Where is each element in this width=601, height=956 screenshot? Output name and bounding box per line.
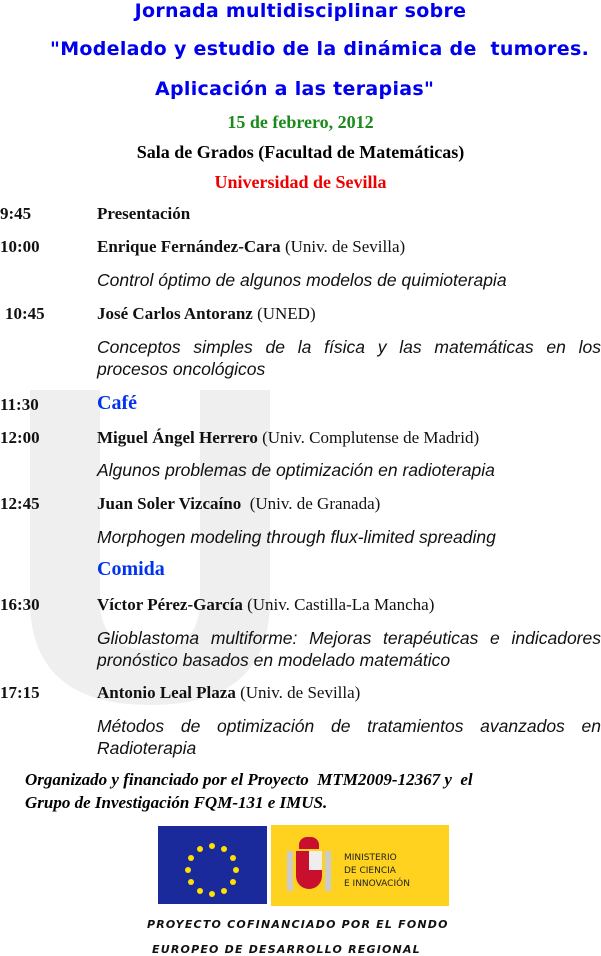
footer-line-2: EUROPEO DE DESARROLLO REGIONAL xyxy=(152,943,421,956)
ministry-line-2: DE CIENCIA xyxy=(344,866,396,876)
time: 9:45 xyxy=(0,204,32,223)
organizer-line-1: Organizado y financiado por el Proyecto MTM2009-12367 y el xyxy=(25,770,473,789)
speaker xyxy=(97,304,316,324)
title-line-2: "Modelado y estudio de la dinámica de tumores. xyxy=(50,38,590,60)
speaker-name: José Carlos Antoranz xyxy=(97,304,253,323)
eu-flag-logo xyxy=(158,826,267,904)
university: Universidad de Sevilla xyxy=(214,172,387,192)
venue: Sala de Grados (Facultad de Matemáticas) xyxy=(136,142,465,162)
speaker-name: Víctor Pérez-García xyxy=(97,595,243,614)
speaker-name: Miguel Ángel Herrero xyxy=(97,428,258,447)
speaker xyxy=(97,494,380,514)
footer-line-1: PROYECTO COFINANCIADO POR EL FONDO xyxy=(147,918,449,931)
speaker-affiliation: (Univ. Complutense de Madrid) xyxy=(257,428,480,447)
coffee-break: Café xyxy=(97,392,137,414)
event-date: 15 de febrero, 2012 xyxy=(227,112,374,132)
lunch-break: Comida xyxy=(97,558,165,580)
title-line-1: Jornada multidisciplinar sobre xyxy=(134,0,467,22)
time: 12:00 xyxy=(0,428,40,447)
time: 16:30 xyxy=(0,595,40,614)
speaker-affiliation: (UNED) xyxy=(252,304,316,323)
time: 10:00 xyxy=(0,237,40,256)
time: 11:30 xyxy=(0,395,39,414)
speaker xyxy=(97,683,360,703)
speaker-name: Enrique Fernández-Cara xyxy=(97,237,281,256)
speaker-affiliation: (Univ. Castilla-La Mancha) xyxy=(242,595,435,614)
agenda-title: Presentación xyxy=(97,204,191,223)
speaker-name: Antonio Leal Plaza xyxy=(97,683,236,702)
eu-stars-icon xyxy=(158,826,267,904)
title-line-3: Aplicación a las terapias" xyxy=(155,78,435,100)
talk-title: Algunos problemas de optimización en radioterapia xyxy=(97,460,495,480)
agenda-item xyxy=(97,204,190,224)
speaker-name: Juan Soler Vizcaíno xyxy=(97,494,242,513)
talk-title: Glioblastoma multiforme: Mejoras terapéuticas e indicadores pronóstico basados en modelado matemático xyxy=(97,628,601,670)
time: 17:15 xyxy=(0,683,40,702)
organizer-line-2: Grupo de Investigación FQM-131 e IMUS. xyxy=(25,793,328,812)
speaker xyxy=(97,595,434,615)
speaker xyxy=(97,237,405,257)
talk-title: Control óptimo de algunos modelos de quimioterapia xyxy=(97,270,507,290)
ministry-logo xyxy=(271,825,449,906)
speaker-affiliation: (Univ. de Granada) xyxy=(241,494,381,513)
ministry-line-1: MINISTERIO xyxy=(344,853,397,863)
ministry-line-3: E INNOVACIÓN xyxy=(344,879,410,889)
spain-coat-of-arms-icon xyxy=(287,837,331,893)
talk-title: Conceptos simples de la física y las matemáticas en los procesos oncológicos xyxy=(97,337,601,379)
speaker-affiliation: (Univ. de Sevilla) xyxy=(280,237,406,256)
time: 12:45 xyxy=(0,494,40,513)
speaker xyxy=(97,428,479,448)
talk-title: Métodos de optimización de tratamientos avanzados en Radioterapia xyxy=(97,716,601,758)
talk-title: Morphogen modeling through flux-limited spreading xyxy=(97,527,496,547)
time: 10:45 xyxy=(5,304,45,323)
speaker-affiliation: (Univ. de Sevilla) xyxy=(235,683,361,702)
